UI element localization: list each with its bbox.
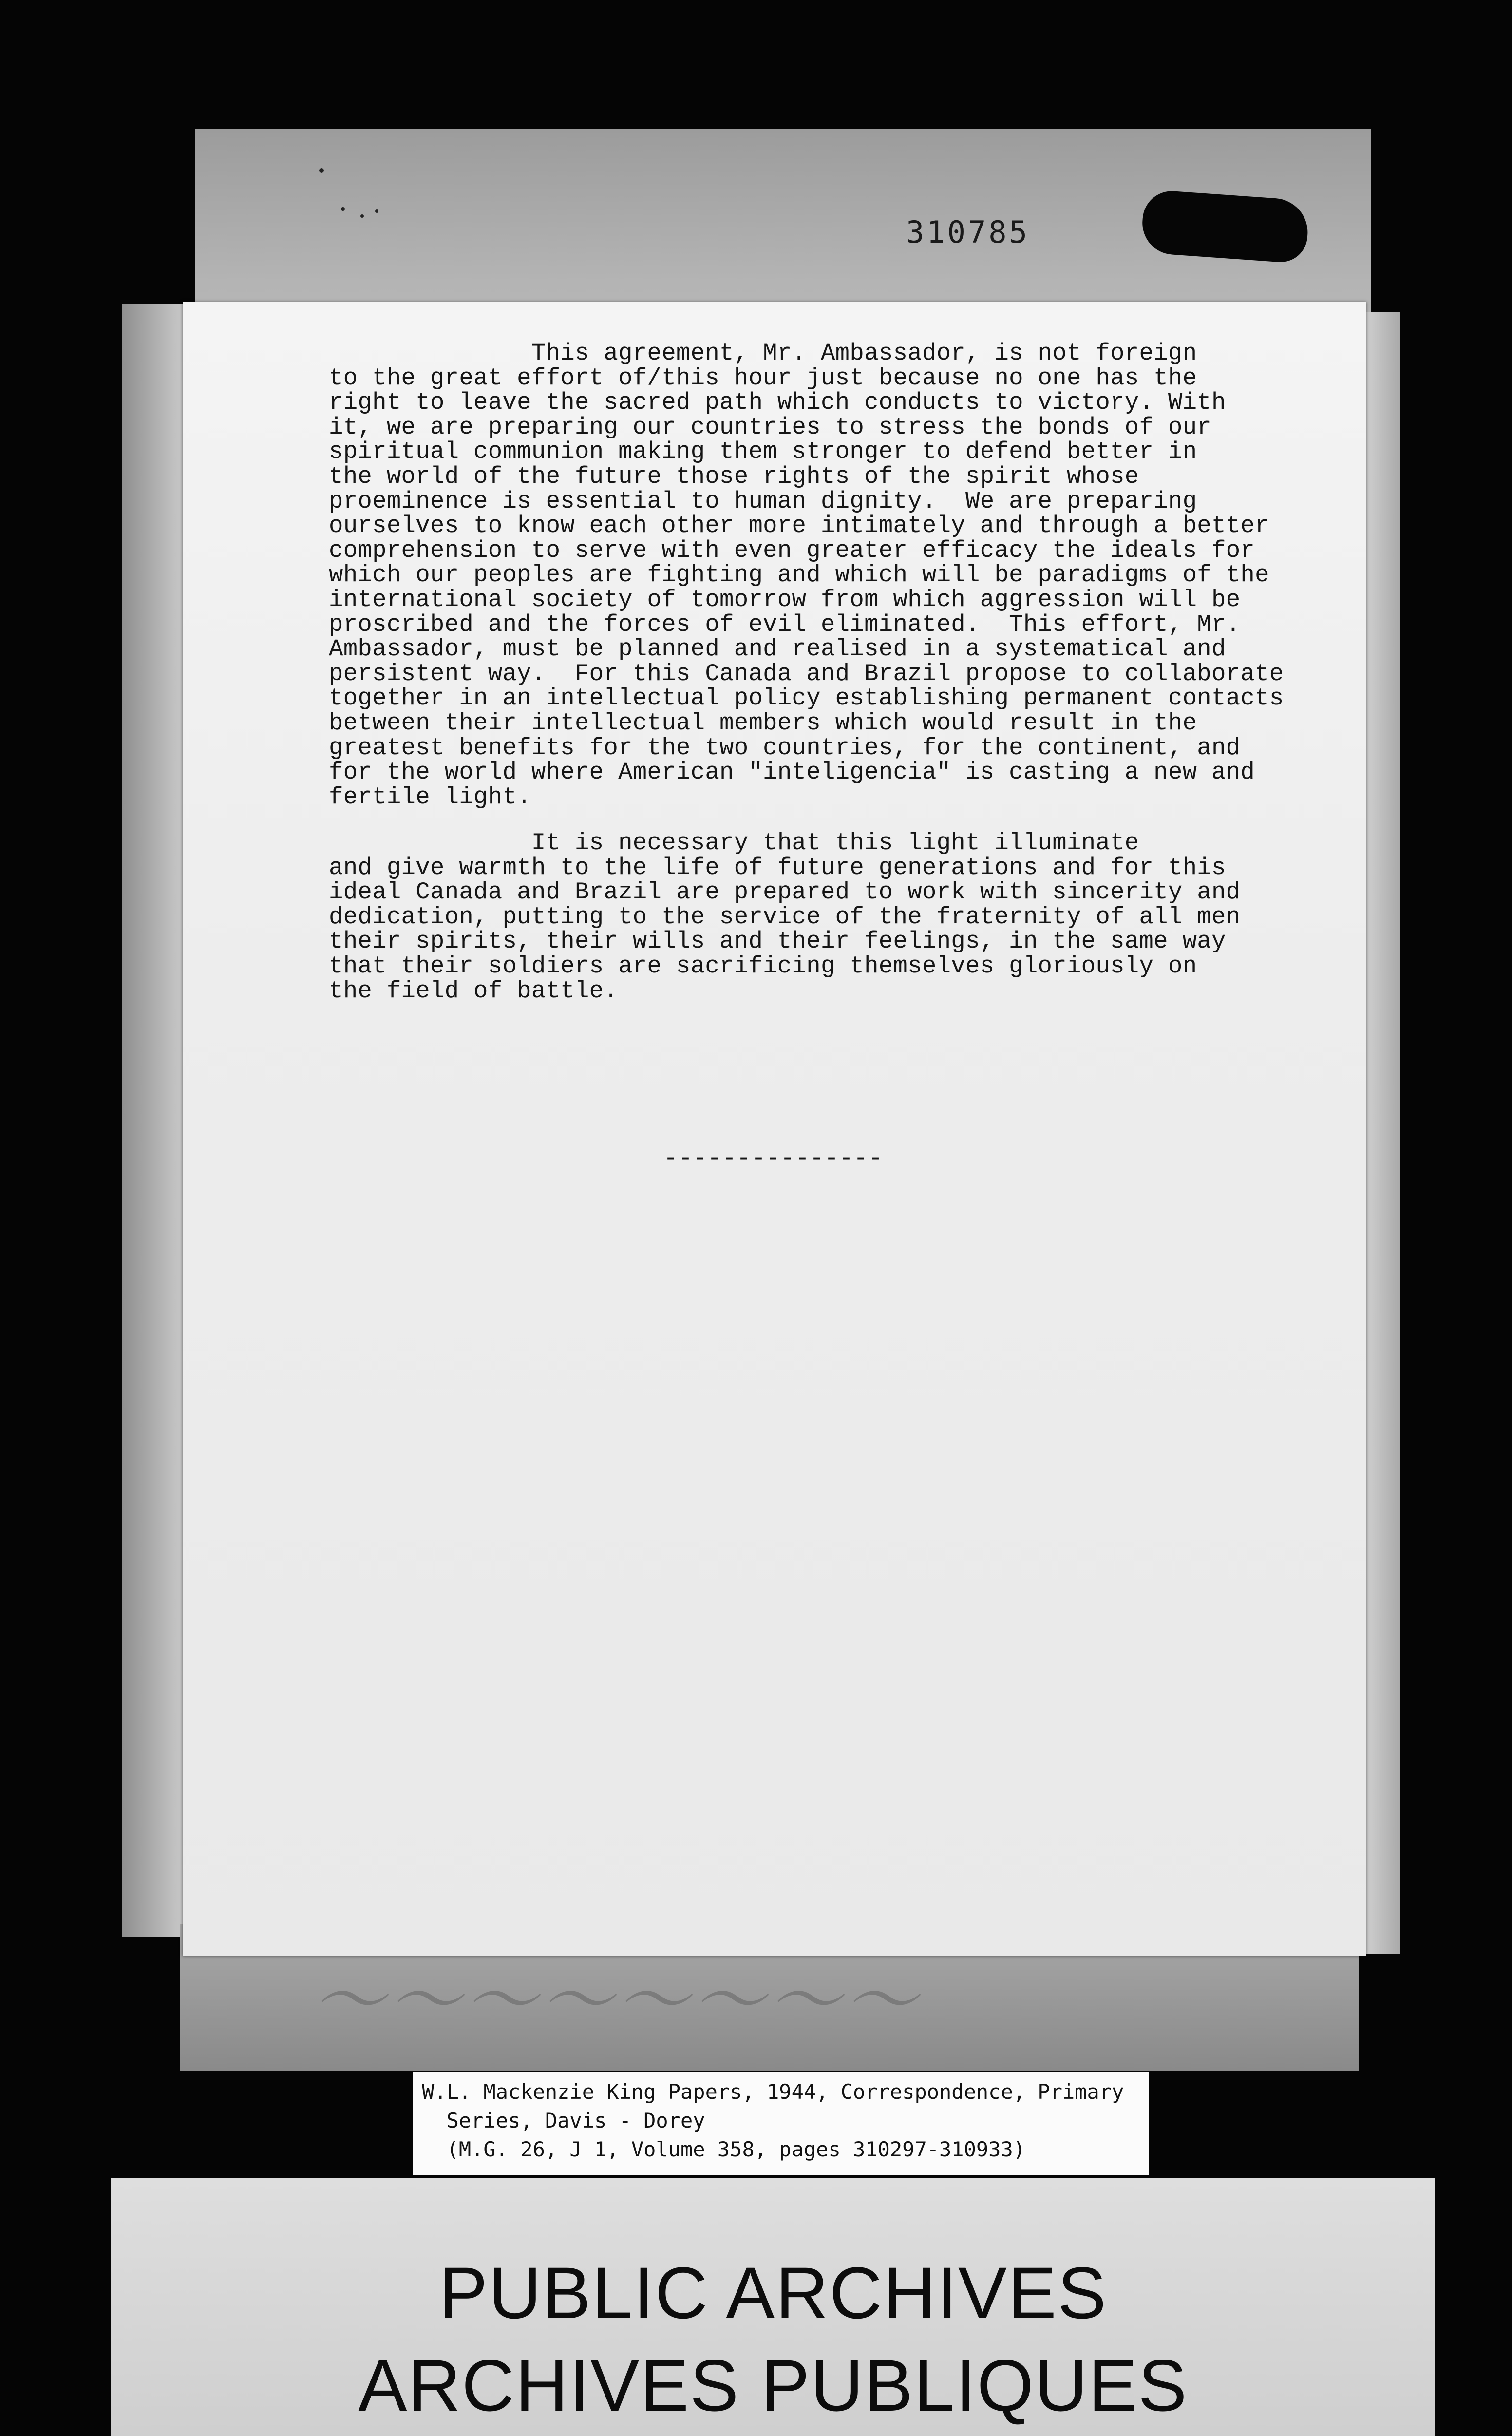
- letter-paragraph: This agreement, Mr. Ambassador, is not foreign to the great effort of/this hour just because no one has the right to leave the sacred path which conducts to victory. With it, we are preparing our countries to stress the bonds of our spiritual communion making them stronger to defend better in the world of the future those rights of the spirit whose proeminence is essential to human dignity. We are preparing ourselves to know each other more intimately and through a better comprehension to serve with even greater efficacy the ideals for which our peoples are fighting and which will be paradigms of the international society of tomorrow from which aggression will be proscribed and the forces of evil eliminated. This effort, Mr. Ambassador, must be planned and realised in a systematical and persistent way. For this Canada and Brazil propose to collaborate together in an intellectual policy establishing permanent contacts between their intellectual members which would result in the greatest benefits for the two countries, for the continent, and for the world where American "inteligencia" is casting a new and fertile light.: [329, 340, 1284, 811]
- left-backing-sheet: [122, 304, 190, 1937]
- speck-mark: [319, 168, 324, 173]
- caption-line: W.L. Mackenzie King Papers, 1944, Correspondence, Primary: [422, 2080, 1124, 2104]
- speck-mark: [375, 209, 378, 213]
- letter-paragraph: It is necessary that this light illuminate and give warmth to the life of future generations and for this ideal Canada and Brazil are prepared to work with sincerity and dedication, putting to the service of the fraternity of all men their spirits, their wills and their feelings, in the same way that their soldiers are sacrificing themselves gloriously on the field of battle.: [329, 829, 1241, 1005]
- document-number: 310785: [906, 214, 1030, 250]
- letter-page: [183, 302, 1366, 1956]
- bleed-through-handwriting: 〜〜〜〜〜〜〜〜: [312, 1959, 920, 2043]
- redaction-mark: [1140, 189, 1310, 264]
- archive-caption-label: [413, 2072, 1149, 2175]
- end-separator: ---------------: [663, 1145, 883, 1173]
- caption-line: (M.G. 26, J 1, Volume 358, pages 310297-310933): [422, 2137, 1026, 2161]
- caption-line: Series, Davis - Dorey: [422, 2109, 705, 2132]
- plate-title-english: PUBLIC ARCHIVES: [438, 2252, 1108, 2334]
- plate-title-french: ARCHIVES PUBLIQUES: [358, 2344, 1188, 2426]
- speck-mark: [360, 214, 364, 218]
- public-archives-plate: [111, 2178, 1435, 2436]
- speck-mark: [341, 207, 345, 211]
